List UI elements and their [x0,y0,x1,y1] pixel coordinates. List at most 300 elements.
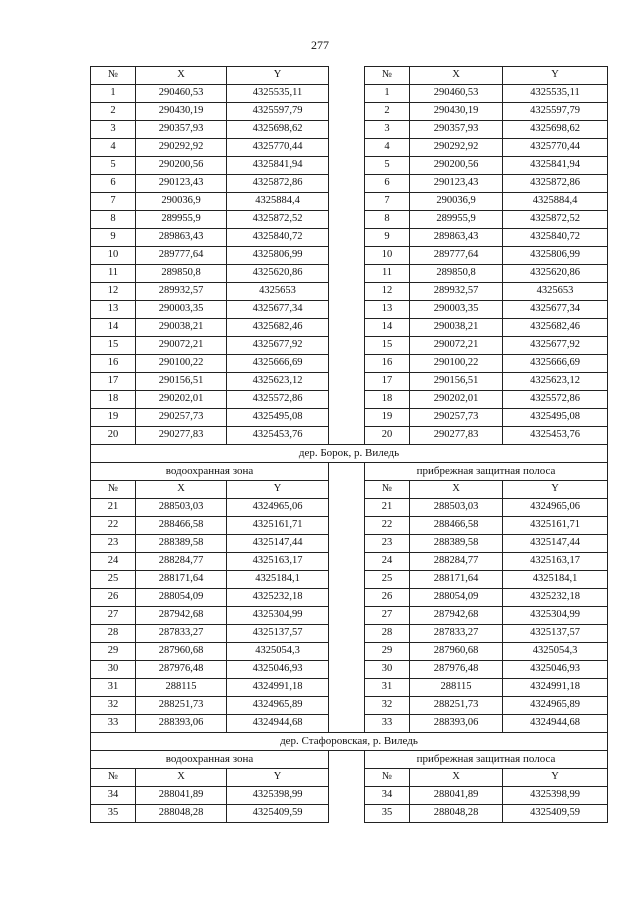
right-y-value: 4325184,1 [503,571,608,589]
column-gap [329,139,365,157]
right-y-value: 4325597,79 [503,103,608,121]
right-y-value: 4325147,44 [503,535,608,553]
table-row [91,355,608,373]
left-point-number: 18 [91,391,136,409]
right-y-value: 4325453,76 [503,427,608,445]
right-point-number: 29 [365,643,410,661]
table-row [91,103,608,121]
right-point-number: 22 [365,517,410,535]
right-x-value: 290202,01 [410,391,503,409]
column-gap [329,229,365,247]
left-x-value: 290072,21 [136,337,227,355]
column-gap [329,463,365,481]
table-row [91,715,608,733]
left-x-value: 288251,73 [136,697,227,715]
left-y-value: 4325184,1 [227,571,329,589]
header-y: Y [503,67,608,85]
right-y-value: 4325398,99 [503,787,608,805]
left-x-value: 288284,77 [136,553,227,571]
right-point-number: 19 [365,409,410,427]
column-gap [329,607,365,625]
right-x-value: 290072,21 [410,337,503,355]
column-gap [329,553,365,571]
zone-right-title: прибрежная защитная полоса [365,751,608,769]
right-x-value: 287942,68 [410,607,503,625]
zone-left-title: водоохранная зона [91,751,329,769]
column-gap [329,787,365,805]
table-row [91,625,608,643]
right-x-value: 290357,93 [410,121,503,139]
column-gap [329,481,365,499]
left-y-value: 4325398,99 [227,787,329,805]
header-y: Y [227,67,329,85]
right-y-value: 4325872,86 [503,175,608,193]
right-point-number: 35 [365,805,410,823]
header-num: № [91,769,136,787]
column-gap [329,337,365,355]
table-row [91,553,608,571]
right-x-value: 288389,58 [410,535,503,553]
column-gap [329,247,365,265]
left-point-number: 30 [91,661,136,679]
right-y-value: 4324991,18 [503,679,608,697]
right-x-value: 290277,83 [410,427,503,445]
header-y: Y [227,481,329,499]
right-y-value: 4325698,62 [503,121,608,139]
header-x: X [136,67,227,85]
left-point-number: 21 [91,499,136,517]
left-y-value: 4325409,59 [227,805,329,823]
right-x-value: 290123,43 [410,175,503,193]
right-y-value: 4325304,99 [503,607,608,625]
right-point-number: 33 [365,715,410,733]
zone-left-title: водоохранная зона [91,463,329,481]
right-point-number: 17 [365,373,410,391]
left-point-number: 26 [91,589,136,607]
right-x-value: 289863,43 [410,229,503,247]
left-x-value: 289777,64 [136,247,227,265]
left-x-value: 287976,48 [136,661,227,679]
left-x-value: 290156,51 [136,373,227,391]
left-y-value: 4325653 [227,283,329,301]
left-point-number: 2 [91,103,136,121]
table-row [91,409,608,427]
table-row [91,787,608,805]
right-point-number: 12 [365,283,410,301]
left-x-value: 290100,22 [136,355,227,373]
left-point-number: 15 [91,337,136,355]
right-y-value: 4325677,92 [503,337,608,355]
right-y-value: 4324944,68 [503,715,608,733]
left-point-number: 23 [91,535,136,553]
right-y-value: 4324965,06 [503,499,608,517]
table-row [91,157,608,175]
right-x-value: 288284,77 [410,553,503,571]
right-y-value: 4325232,18 [503,589,608,607]
left-point-number: 12 [91,283,136,301]
right-x-value: 290003,35 [410,301,503,319]
left-x-value: 290430,19 [136,103,227,121]
right-x-value: 290257,73 [410,409,503,427]
left-y-value: 4325623,12 [227,373,329,391]
left-x-value: 290036,9 [136,193,227,211]
right-y-value: 4325872,52 [503,211,608,229]
header-row [91,67,608,85]
header-row [91,481,608,499]
left-y-value: 4325597,79 [227,103,329,121]
right-point-number: 2 [365,103,410,121]
header-x: X [410,481,503,499]
left-point-number: 11 [91,265,136,283]
left-x-value: 290277,83 [136,427,227,445]
table-row [91,679,608,697]
left-y-value: 4325046,93 [227,661,329,679]
column-gap [329,661,365,679]
left-x-value: 290200,56 [136,157,227,175]
left-x-value: 289850,8 [136,265,227,283]
table-row [91,139,608,157]
left-point-number: 33 [91,715,136,733]
right-point-number: 20 [365,427,410,445]
right-x-value: 290156,51 [410,373,503,391]
column-gap [329,355,365,373]
right-y-value: 4325495,08 [503,409,608,427]
right-x-value: 287960,68 [410,643,503,661]
left-point-number: 31 [91,679,136,697]
right-x-value: 287833,27 [410,625,503,643]
left-point-number: 32 [91,697,136,715]
left-point-number: 5 [91,157,136,175]
left-x-value: 288466,58 [136,517,227,535]
right-point-number: 6 [365,175,410,193]
left-x-value: 290123,43 [136,175,227,193]
right-point-number: 28 [365,625,410,643]
right-y-value: 4325409,59 [503,805,608,823]
section-title: дер. Стафоровская, р. Виледь [91,733,608,751]
right-x-value: 289777,64 [410,247,503,265]
right-point-number: 11 [365,265,410,283]
right-y-value: 4325841,94 [503,157,608,175]
right-x-value: 290036,9 [410,193,503,211]
right-point-number: 32 [365,697,410,715]
left-x-value: 288393,06 [136,715,227,733]
left-y-value: 4325872,86 [227,175,329,193]
right-point-number: 34 [365,787,410,805]
left-y-value: 4325535,11 [227,85,329,103]
right-x-value: 288251,73 [410,697,503,715]
left-y-value: 4325572,86 [227,391,329,409]
header-num: № [365,67,410,85]
right-point-number: 16 [365,355,410,373]
column-gap [329,499,365,517]
left-y-value: 4325841,94 [227,157,329,175]
right-x-value: 288054,09 [410,589,503,607]
left-y-value: 4325147,44 [227,535,329,553]
left-x-value: 290292,92 [136,139,227,157]
table-row [91,571,608,589]
column-gap [329,391,365,409]
left-y-value: 4325770,44 [227,139,329,157]
right-y-value: 4325535,11 [503,85,608,103]
column-gap [329,679,365,697]
right-point-number: 3 [365,121,410,139]
left-x-value: 287942,68 [136,607,227,625]
column-gap [329,103,365,121]
table-row [91,265,608,283]
right-y-value: 4325046,93 [503,661,608,679]
column-gap [329,751,365,769]
right-x-value: 288041,89 [410,787,503,805]
left-point-number: 29 [91,643,136,661]
left-y-value: 4325161,71 [227,517,329,535]
table-row [91,499,608,517]
column-gap [329,517,365,535]
column-gap [329,193,365,211]
table-row [91,391,608,409]
right-point-number: 21 [365,499,410,517]
left-y-value: 4325232,18 [227,589,329,607]
left-x-value: 290460,53 [136,85,227,103]
left-x-value: 288048,28 [136,805,227,823]
right-y-value: 4325653 [503,283,608,301]
left-point-number: 17 [91,373,136,391]
right-point-number: 30 [365,661,410,679]
header-x: X [136,481,227,499]
header-num: № [91,67,136,85]
right-x-value: 288115 [410,679,503,697]
left-x-value: 290003,35 [136,301,227,319]
left-point-number: 14 [91,319,136,337]
right-point-number: 9 [365,229,410,247]
right-y-value: 4324965,89 [503,697,608,715]
right-point-number: 8 [365,211,410,229]
left-y-value: 4325677,34 [227,301,329,319]
right-x-value: 290200,56 [410,157,503,175]
header-x: X [136,769,227,787]
left-x-value: 288115 [136,679,227,697]
right-point-number: 1 [365,85,410,103]
column-gap [329,697,365,715]
column-gap [329,265,365,283]
left-x-value: 290038,21 [136,319,227,337]
coordinates-table-body [91,67,608,823]
right-y-value: 4325677,34 [503,301,608,319]
left-y-value: 4325054,3 [227,643,329,661]
column-gap [329,535,365,553]
table-row [91,175,608,193]
left-y-value: 4325682,46 [227,319,329,337]
left-x-value: 290357,93 [136,121,227,139]
left-y-value: 4325698,62 [227,121,329,139]
right-point-number: 26 [365,589,410,607]
left-y-value: 4325495,08 [227,409,329,427]
left-x-value: 288503,03 [136,499,227,517]
left-point-number: 24 [91,553,136,571]
right-y-value: 4325840,72 [503,229,608,247]
column-gap [329,715,365,733]
column-gap [329,589,365,607]
table-row [91,607,608,625]
left-x-value: 288054,09 [136,589,227,607]
right-x-value: 288171,64 [410,571,503,589]
zone-row [91,463,608,481]
column-gap [329,85,365,103]
right-x-value: 289955,9 [410,211,503,229]
left-point-number: 28 [91,625,136,643]
left-point-number: 19 [91,409,136,427]
right-x-value: 289850,8 [410,265,503,283]
right-x-value: 288466,58 [410,517,503,535]
right-y-value: 4325623,12 [503,373,608,391]
column-gap [329,121,365,139]
table-row [91,283,608,301]
zone-row [91,751,608,769]
table-row [91,661,608,679]
left-point-number: 8 [91,211,136,229]
left-y-value: 4325806,99 [227,247,329,265]
left-point-number: 7 [91,193,136,211]
left-y-value: 4324991,18 [227,679,329,697]
right-y-value: 4325161,71 [503,517,608,535]
right-x-value: 288048,28 [410,805,503,823]
header-x: X [410,67,503,85]
left-x-value: 289955,9 [136,211,227,229]
table-row [91,121,608,139]
right-x-value: 290038,21 [410,319,503,337]
right-point-number: 13 [365,301,410,319]
header-y: Y [503,769,608,787]
table-row [91,517,608,535]
section-title-row [91,733,608,751]
table-row [91,427,608,445]
left-y-value: 4324944,68 [227,715,329,733]
table-row [91,535,608,553]
zone-right-title: прибрежная защитная полоса [365,463,608,481]
left-y-value: 4325304,99 [227,607,329,625]
right-x-value: 289932,57 [410,283,503,301]
right-y-value: 4325054,3 [503,643,608,661]
left-x-value: 288041,89 [136,787,227,805]
left-point-number: 10 [91,247,136,265]
left-x-value: 288171,64 [136,571,227,589]
right-y-value: 4325620,86 [503,265,608,283]
table-row [91,85,608,103]
left-y-value: 4325137,57 [227,625,329,643]
right-point-number: 15 [365,337,410,355]
table-row [91,643,608,661]
right-x-value: 290460,53 [410,85,503,103]
left-point-number: 9 [91,229,136,247]
right-y-value: 4325666,69 [503,355,608,373]
right-x-value: 290430,19 [410,103,503,121]
left-y-value: 4325666,69 [227,355,329,373]
left-point-number: 16 [91,355,136,373]
right-y-value: 4325163,17 [503,553,608,571]
right-y-value: 4325770,44 [503,139,608,157]
header-x: X [410,769,503,787]
right-point-number: 4 [365,139,410,157]
column-gap [329,175,365,193]
left-point-number: 13 [91,301,136,319]
table-row [91,193,608,211]
column-gap [329,427,365,445]
column-gap [329,769,365,787]
left-x-value: 288389,58 [136,535,227,553]
right-y-value: 4325572,86 [503,391,608,409]
right-x-value: 290292,92 [410,139,503,157]
column-gap [329,409,365,427]
left-x-value: 290257,73 [136,409,227,427]
left-point-number: 35 [91,805,136,823]
left-point-number: 27 [91,607,136,625]
header-num: № [365,769,410,787]
left-y-value: 4325677,92 [227,337,329,355]
column-gap [329,67,365,85]
section-title: дер. Борок, р. Виледь [91,445,608,463]
left-x-value: 287833,27 [136,625,227,643]
right-point-number: 5 [365,157,410,175]
left-point-number: 25 [91,571,136,589]
left-point-number: 20 [91,427,136,445]
header-y: Y [503,481,608,499]
right-point-number: 18 [365,391,410,409]
right-y-value: 4325137,57 [503,625,608,643]
column-gap [329,805,365,823]
right-point-number: 24 [365,553,410,571]
table-row [91,373,608,391]
right-point-number: 14 [365,319,410,337]
table-row [91,805,608,823]
header-row [91,769,608,787]
column-gap [329,319,365,337]
table-row [91,229,608,247]
table-row [91,301,608,319]
column-gap [329,283,365,301]
column-gap [329,571,365,589]
column-gap [329,625,365,643]
table-row [91,337,608,355]
header-num: № [365,481,410,499]
coordinates-table [90,66,608,823]
left-y-value: 4325872,52 [227,211,329,229]
column-gap [329,157,365,175]
table-row [91,697,608,715]
right-point-number: 25 [365,571,410,589]
left-x-value: 289863,43 [136,229,227,247]
table-row [91,589,608,607]
section-title-row [91,445,608,463]
left-y-value: 4324965,06 [227,499,329,517]
left-y-value: 4325620,86 [227,265,329,283]
right-x-value: 288503,03 [410,499,503,517]
right-point-number: 7 [365,193,410,211]
left-y-value: 4325453,76 [227,427,329,445]
right-x-value: 290100,22 [410,355,503,373]
left-point-number: 4 [91,139,136,157]
left-y-value: 4325884,4 [227,193,329,211]
table-row [91,319,608,337]
left-point-number: 1 [91,85,136,103]
right-y-value: 4325806,99 [503,247,608,265]
left-x-value: 289932,57 [136,283,227,301]
right-point-number: 31 [365,679,410,697]
column-gap [329,373,365,391]
right-point-number: 10 [365,247,410,265]
header-num: № [91,481,136,499]
left-x-value: 290202,01 [136,391,227,409]
left-point-number: 22 [91,517,136,535]
right-x-value: 288393,06 [410,715,503,733]
